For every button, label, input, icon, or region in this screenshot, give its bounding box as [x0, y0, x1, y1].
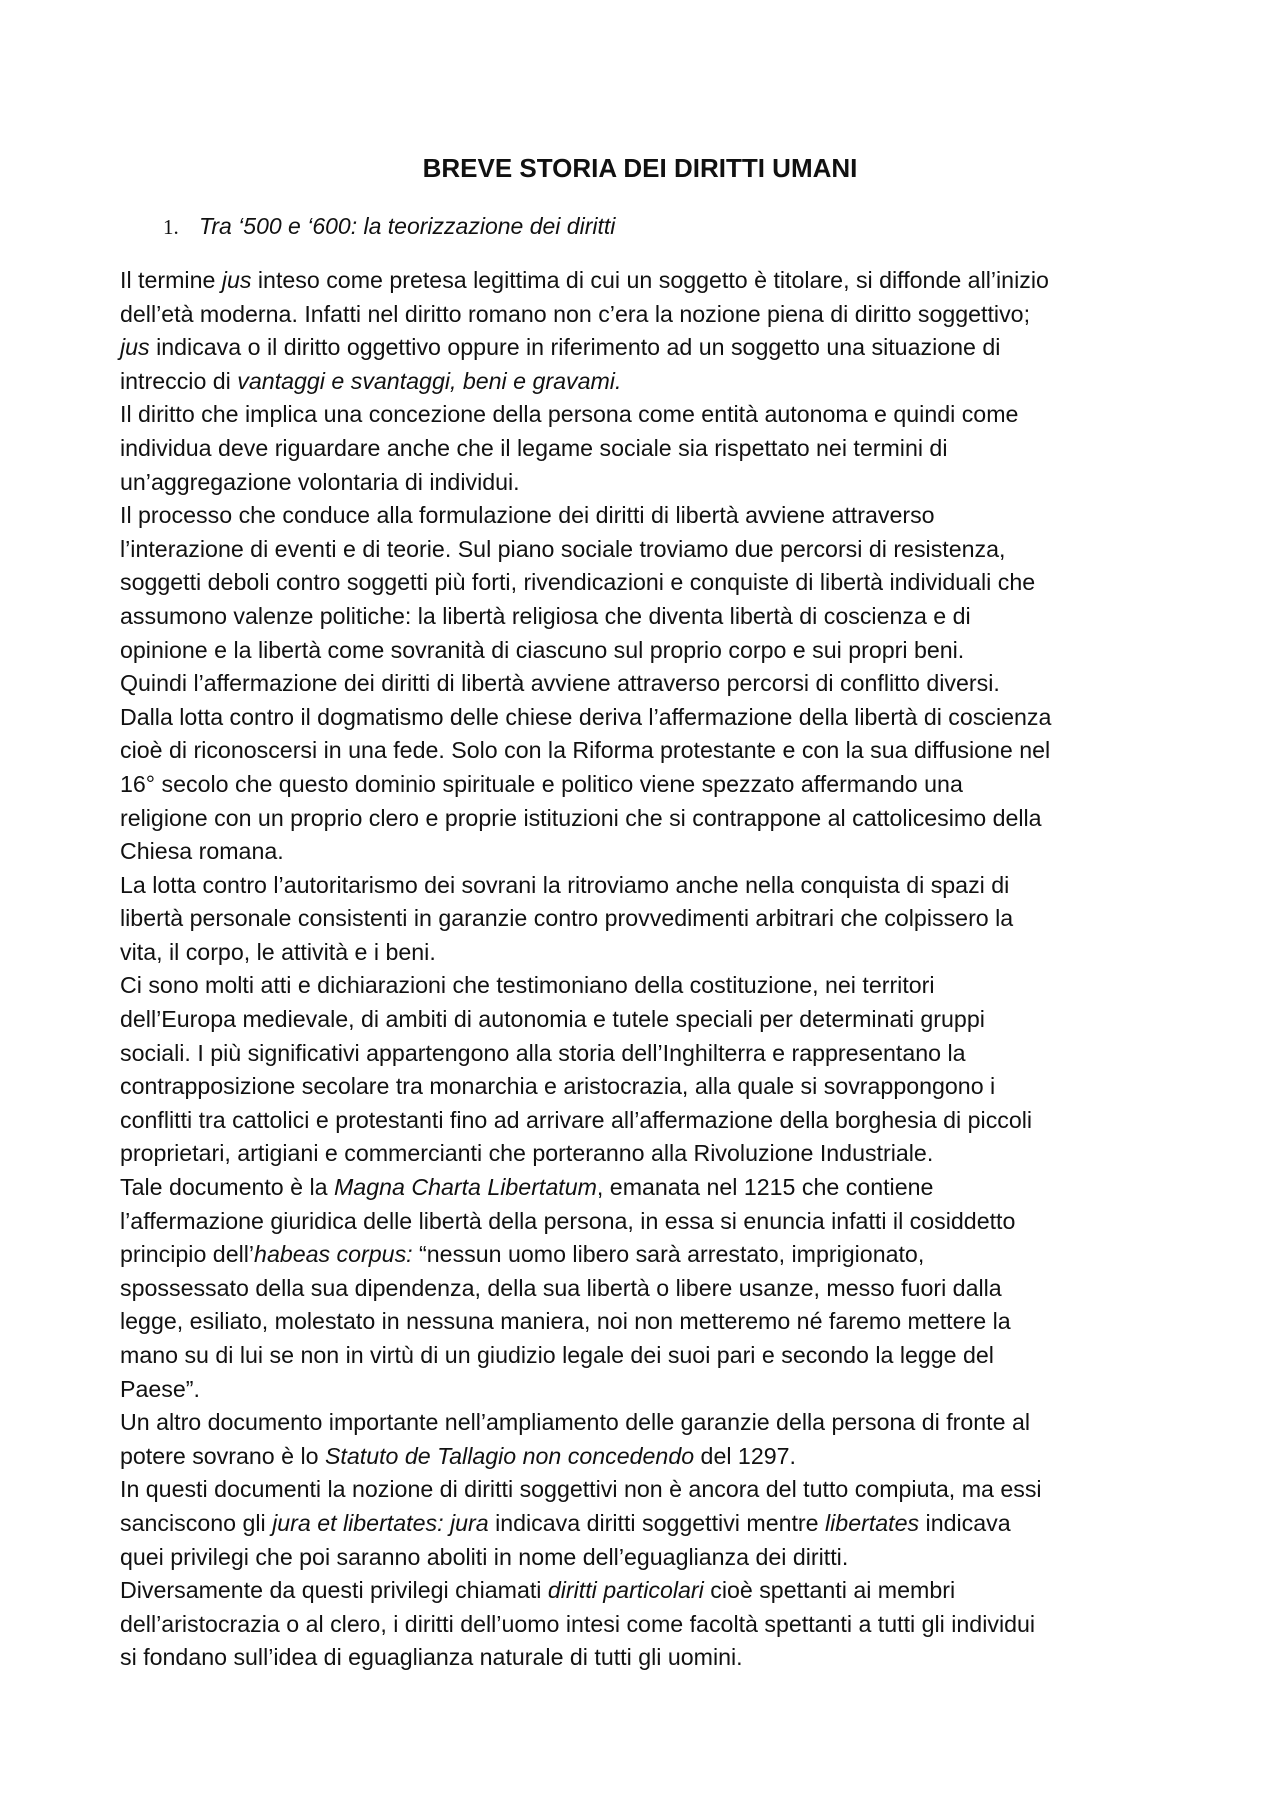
- text-line: [120, 1003, 1180, 1037]
- text-run: Diversamente da questi privilegi chiamati: [120, 1577, 548, 1604]
- text-run: mano su di lui se non in virtù di un giudizio legale dei suoi pari e secondo la legge del: [120, 1342, 994, 1368]
- text-line: [120, 1473, 1180, 1507]
- text-line: [120, 1272, 1180, 1306]
- text-run: Il termine: [120, 267, 222, 293]
- text-line: [120, 1641, 1180, 1675]
- text-line: [120, 667, 1180, 701]
- text-line: [120, 1104, 1180, 1138]
- text-run: Un altro documento importante nell’ampliamento delle garanzie della persona di fronte al: [120, 1409, 1030, 1436]
- text-run: 16° secolo che questo dominio spirituale e politico viene spezzato affermando una: [120, 770, 963, 797]
- text-run: “nessun uomo libero sarà arrestato, imprigionato,: [412, 1241, 925, 1268]
- text-run: assumono valenze politiche: la libertà religiosa che diventa libertà di coscienza e di: [120, 602, 971, 629]
- text-line: [120, 1373, 1180, 1407]
- text-run: un’aggregazione volontaria di individui.: [120, 468, 520, 495]
- text-line: [120, 1541, 1180, 1575]
- italic-run: vantaggi e svantaggi, beni e gravami.: [237, 367, 622, 394]
- italic-run: diritti particolari: [547, 1577, 704, 1604]
- text-line: [120, 835, 1180, 869]
- text-run: Chiesa romana.: [120, 838, 284, 865]
- text-run: soggetti deboli contro soggetti più forti, rivendicazioni e conquiste di libertà individuali che: [120, 569, 1036, 596]
- text-run: sociali. I più significativi appartengono alla storia dell’Inghilterra e rappresentano la: [120, 1039, 966, 1066]
- section-heading: [163, 210, 615, 243]
- text-line: [120, 802, 1180, 836]
- text-line: [120, 969, 1180, 1003]
- text-run: dell’Europa medievale, di ambiti di autonomia e tutele speciali per determinati gruppi: [120, 1006, 985, 1033]
- body-text: [120, 264, 1180, 1675]
- text-run: contrapposizione secolare tra monarchia e aristocrazia, alla quale si sovrappongono i: [120, 1073, 996, 1100]
- text-line: [120, 432, 1180, 466]
- italic-run: Magna Charta Libertatum: [333, 1174, 597, 1201]
- text-run: Il processo che conduce alla formulazione dei diritti di libertà avviene attraverso: [120, 502, 935, 529]
- text-run: potere sovrano è lo: [120, 1442, 325, 1469]
- text-line: [120, 1440, 1180, 1474]
- text-run: si fondano sull’idea di eguaglianza naturale di tutti gli uomini.: [120, 1644, 743, 1671]
- text-run: Tale documento è la: [120, 1174, 334, 1201]
- italic-run: jus: [221, 267, 252, 293]
- text-run: dell’età moderna. Infatti nel diritto romano non c’era la nozione piena di diritto soggettivo;: [120, 300, 1031, 327]
- italic-run: Statuto de Tallagio non concedendo: [324, 1442, 695, 1469]
- text-run: Quindi l’affermazione dei diritti di libertà avviene attraverso percorsi di conflitto diversi.: [120, 670, 1000, 697]
- text-line: [120, 264, 1180, 298]
- text-run: l’interazione di eventi e di teorie. Sul piano sociale troviamo due percorsi di resistenza,: [120, 535, 1006, 562]
- text-run: individua deve riguardare anche che il legame sociale sia rispettato nei termini di: [120, 434, 948, 461]
- text-run: l’affermazione giuridica delle libertà della persona, in essa si enuncia infatti il cosiddetto: [120, 1207, 1016, 1234]
- text-run: intreccio di: [120, 367, 238, 394]
- text-run: dell’aristocrazia o al clero, i diritti dell’uomo intesi come facoltà spettanti a tutti gli individui: [120, 1610, 1036, 1637]
- text-run: vita, il corpo, le attività e i beni.: [120, 938, 436, 965]
- text-line: [120, 902, 1180, 936]
- text-run: proprietari, artigiani e commercianti che porteranno alla Rivoluzione Industriale.: [120, 1140, 934, 1167]
- text-line: [120, 1171, 1180, 1205]
- text-line: [120, 1070, 1180, 1104]
- text-run: Paese”.: [120, 1375, 200, 1402]
- text-line: [120, 1507, 1180, 1541]
- italic-run: habeas corpus:: [254, 1241, 413, 1268]
- text-line: [120, 634, 1180, 668]
- text-run: Dalla lotta contro il dogmatismo delle chiese deriva l’affermazione della libertà di coscienza: [120, 703, 1052, 730]
- text-run: del 1297.: [694, 1442, 796, 1469]
- text-line: [120, 1406, 1180, 1440]
- italic-run: jura et libertates: jura: [272, 1509, 489, 1536]
- text-run: indicava diritti soggettivi mentre: [488, 1509, 825, 1536]
- text-line: [120, 1037, 1180, 1071]
- text-line: [120, 499, 1180, 533]
- text-line: [120, 533, 1180, 567]
- text-run: indicava: [919, 1509, 1011, 1536]
- text-run: conflitti tra cattolici e protestanti fino ad arrivare all’affermazione della borghesia di piccoli: [120, 1106, 1033, 1133]
- text-run: spossessato della sua dipendenza, della sua libertà o libere usanze, messo fuori dalla: [120, 1274, 1002, 1301]
- text-line: [120, 398, 1180, 432]
- text-line: [120, 365, 1180, 399]
- text-run: inteso come pretesa legittima di cui un soggetto è titolare, si diffonde all’inizio: [251, 267, 1049, 293]
- text-line: [120, 1305, 1180, 1339]
- text-line: [120, 768, 1180, 802]
- text-run: religione con un proprio clero e proprie istituzioni che si contrappone al cattolicesimo della: [120, 804, 1042, 831]
- text-run: , emanata nel 1215 che contiene: [596, 1174, 934, 1201]
- text-line: [120, 936, 1180, 970]
- text-line: [120, 701, 1180, 735]
- text-line: [120, 298, 1180, 332]
- text-line: [120, 734, 1180, 768]
- text-line: [120, 1238, 1180, 1272]
- text-line: [120, 331, 1180, 365]
- text-run: libertà personale consistenti in garanzie contro provvedimenti arbitrari che colpissero la: [120, 905, 1014, 932]
- text-run: legge, esiliato, molestato in nessuna maniera, noi non metteremo né faremo mettere la: [120, 1308, 1011, 1335]
- text-line: [120, 1205, 1180, 1239]
- text-run: Ci sono molti atti e dichiarazioni che testimoniano della costituzione, nei territori: [120, 972, 935, 999]
- text-line: [120, 566, 1180, 600]
- text-run: In questi documenti la nozione di diritti soggettivi non è ancora del tutto compiuta, ma essi: [120, 1476, 1042, 1503]
- italic-run: libertates: [825, 1509, 920, 1536]
- text-run: opinione e la libertà come sovranità di ciascuno sul proprio corpo e sui propri beni.: [120, 636, 965, 663]
- text-run: indicava o il diritto oggettivo oppure in riferimento ad un soggetto una situazione di: [149, 334, 1001, 361]
- text-line: [120, 869, 1180, 903]
- text-run: cioè spettanti ai membri: [703, 1577, 956, 1604]
- text-run: principio dell’: [120, 1241, 255, 1268]
- text-run: La lotta contro l’autoritarismo dei sovrani la ritroviamo anche nella conquista di spazi di: [120, 871, 1010, 898]
- text-line: [120, 466, 1180, 500]
- text-line: [120, 1574, 1180, 1608]
- text-run: Il diritto che implica una concezione della persona come entità autonoma e quindi come: [120, 401, 1019, 428]
- page-title: BREVE STORIA DEI DIRITTI UMANI: [422, 153, 858, 183]
- text-run: sanciscono gli: [120, 1509, 273, 1536]
- section-number: 1.: [163, 215, 179, 239]
- text-line: [120, 600, 1180, 634]
- section-title: Tra ‘500 e ‘600: la teorizzazione dei diritti: [199, 213, 616, 239]
- italic-run: jus: [120, 334, 150, 361]
- text-line: [120, 1608, 1180, 1642]
- text-run: quei privilegi che poi saranno aboliti in nome dell’eguaglianza dei diritti.: [120, 1543, 849, 1570]
- text-line: [120, 1339, 1180, 1373]
- text-run: cioè di riconoscersi in una fede. Solo con la Riforma protestante e con la sua diffusione nel: [120, 737, 1051, 764]
- text-line: [120, 1137, 1180, 1171]
